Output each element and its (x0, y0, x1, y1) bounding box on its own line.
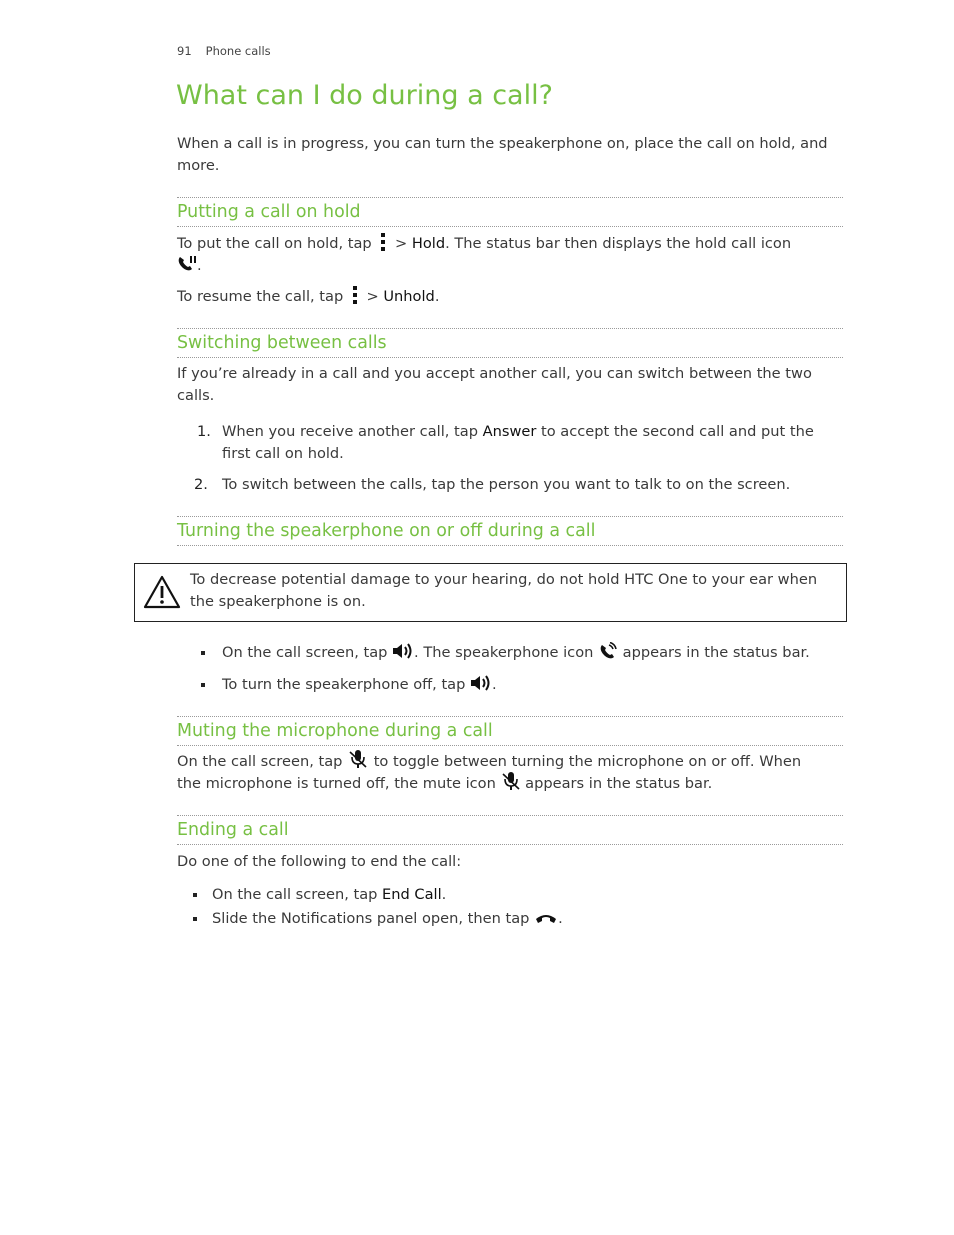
hold-action: Hold (411, 235, 446, 252)
ending-intro: Do one of the following to end the call: (177, 853, 462, 870)
answer-action: Answer (482, 423, 537, 440)
section-heading-hold: Putting a call on hold (177, 197, 843, 227)
section-heading-mute: Muting the microphone during a call (177, 716, 843, 746)
mute-paragraph: On the call screen, tap to toggle between turning the microphone on or off. When the microphone is turned off, the mute icon appears in the status bar. (177, 751, 843, 795)
chapter-name: Phone calls (205, 44, 271, 58)
section-heading-speakerphone: Turning the speakerphone on or off during a call (177, 516, 843, 546)
switching-intro: If you’re already in a call and you accept another call, you can switch between the two calls. (177, 365, 812, 404)
hold-call-icon (177, 255, 197, 273)
bullet (201, 651, 205, 655)
ending-bullet-1: On the call screen, tap End Call. (212, 886, 447, 903)
caution-text: To decrease potential damage to your hearing, do not hold HTC One to your ear when the speakerphone is on. (190, 571, 818, 610)
running-header (177, 44, 271, 58)
step-number: 1. (197, 423, 211, 440)
speaker-icon (392, 642, 414, 660)
speaker-icon (470, 674, 492, 692)
bullet (201, 683, 205, 687)
hold-paragraph: To put the call on hold, tap > Hold. The status bar then displays the hold call icon . (177, 235, 792, 274)
page-title: What can I do during a call? (176, 80, 553, 111)
section-heading-ending: Ending a call (177, 815, 843, 845)
end-call-action: End Call (382, 886, 442, 903)
step-2: To switch between the calls, tap the person you want to talk to on the screen. (222, 476, 791, 493)
step-1: When you receive another call, tap Answer to accept the second call and put the first call on hold. (222, 423, 814, 462)
warning-icon (143, 575, 181, 613)
end-call-icon (534, 910, 558, 924)
menu-icon (376, 233, 390, 251)
intro-paragraph: When a call is in progress, you can turn the speakerphone on, place the call on hold, and more. (177, 135, 828, 174)
unhold-action: Unhold (383, 288, 435, 305)
page-number: 91 (177, 44, 192, 58)
speaker-bullet-1: On the call screen, tap . The speakerphone icon appears in the status bar. (222, 644, 810, 661)
resume-paragraph: To resume the call, tap > Unhold. (177, 288, 440, 305)
step-number: 2. (194, 476, 208, 493)
speakerphone-status-icon (598, 642, 618, 660)
bullet (193, 893, 197, 897)
mute-icon (501, 771, 521, 791)
ending-bullet-2: Slide the Notifications panel open, then tap . (212, 910, 563, 927)
caution-box (134, 563, 847, 622)
speaker-bullet-2: To turn the speakerphone off, tap . (222, 676, 497, 693)
menu-icon (348, 286, 362, 304)
section-heading-switching: Switching between calls (177, 328, 843, 358)
bullet (193, 917, 197, 921)
mic-icon (347, 749, 369, 769)
